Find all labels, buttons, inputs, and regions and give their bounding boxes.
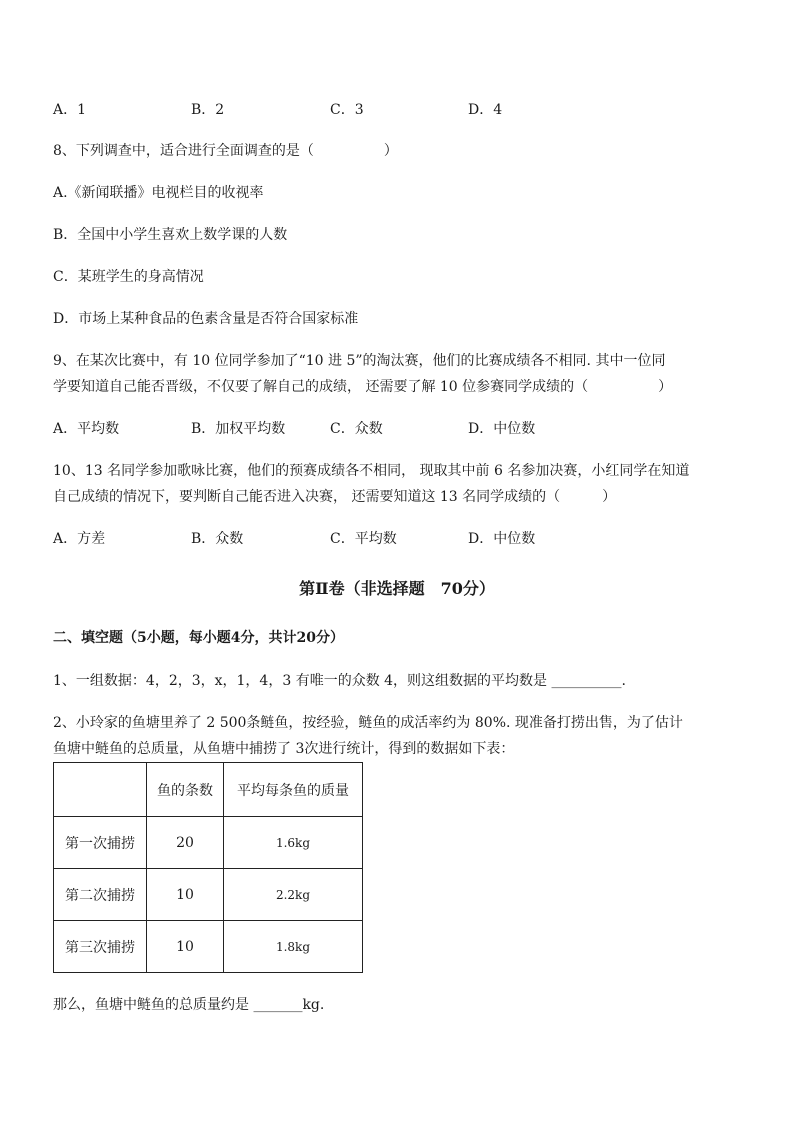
q7-option-b: B．2: [191, 102, 225, 118]
q9-option-a: A．平均数: [53, 421, 120, 437]
table-header-cell: 平均每条鱼的质量: [224, 763, 363, 817]
table-row: [54, 921, 363, 973]
table-cell: 1.8kg: [224, 921, 363, 973]
q10-option-d: D．中位数: [468, 531, 536, 547]
q9-options: [53, 419, 753, 439]
fill1-question: 1、一组数据：4，2，3，x，1，4，3 有唯一的众数 4，则这组数据的平均数是 __________.: [53, 673, 626, 689]
q10-option-b: B．众数: [191, 531, 244, 547]
q10-option-a: A．方差: [53, 531, 106, 547]
q9-stem-line-2: 学要知道自己能否晋级，不仅要了解自己的成绩， 还需要了解 10 位参赛同学成绩的（ ）: [53, 379, 673, 395]
table-cell: 第一次捕捞: [54, 817, 147, 869]
q8-option-d: D．市场上某种食品的色素含量是否符合国家标准: [53, 311, 359, 327]
q8-option-b: B．全国中小学生喜欢上数学课的人数: [53, 227, 288, 243]
table-cell: 1.6kg: [224, 817, 363, 869]
q9-option-b: B．加权平均数: [191, 421, 286, 437]
fill2-line-1: 2、小玲家的鱼塘里养了 2 500条鲢鱼，按经验，鲢鱼的成活率约为 80%. 现准备打捞出售，为了估计: [53, 715, 683, 731]
table-cell: 10: [147, 921, 224, 973]
q7-option-a: A．1: [53, 102, 87, 118]
table-row: [54, 817, 363, 869]
q9-stem-line-1: 9、在某次比赛中，有 10 位同学参加了“10 进 5”的淘汰赛，他们的比赛成绩各不相同. 其中一位同: [53, 353, 666, 369]
fill2-answer-line: 那么，鱼塘中鲢鱼的总质量约是 _______kg.: [53, 997, 325, 1013]
table-cell: 第三次捕捞: [54, 921, 147, 973]
table-header-row: [54, 763, 363, 817]
table-cell: 20: [147, 817, 224, 869]
table-cell: 10: [147, 869, 224, 921]
q8-option-c: C．某班学生的身高情况: [53, 269, 204, 285]
q7-option-c: C．3: [330, 102, 364, 118]
fill2-line-2: 鱼塘中鲢鱼的总质量，从鱼塘中捕捞了 3次进行统计，得到的数据如下表：: [53, 741, 515, 757]
section2-heading: 二、填空题（5小题，每小题4分，共计20分）: [53, 630, 344, 646]
fish-data-table: [53, 762, 363, 973]
part2-title: 第Ⅱ卷（非选择题 70分）: [299, 579, 495, 598]
q10-option-c: C．平均数: [330, 531, 397, 547]
q10-stem-line-2: 自己成绩的情况下，要判断自己能否进入决赛， 还需要知道这 13 名同学成绩的（ ）: [53, 489, 617, 505]
table-cell: 2.2kg: [224, 869, 363, 921]
q7-options: [53, 100, 753, 120]
table-cell: 第二次捕捞: [54, 869, 147, 921]
table-row: [54, 869, 363, 921]
q8-stem: 8、下列调查中，适合进行全面调查的是（ ）: [53, 143, 398, 159]
table-header-cell: [54, 763, 147, 817]
q9-option-d: D．中位数: [468, 421, 536, 437]
q7-option-d: D．4: [468, 102, 503, 118]
q8-option-a: A.《新闻联播》电视栏目的收视率: [53, 185, 264, 201]
q10-options: [53, 529, 753, 549]
table-header-cell: 鱼的条数: [147, 763, 224, 817]
q10-stem-line-1: 10、13 名同学参加歌咏比赛，他们的预赛成绩各不相同， 现取其中前 6 名参加决赛，小红同学在知道: [53, 463, 690, 479]
q9-option-c: C．众数: [330, 421, 383, 437]
